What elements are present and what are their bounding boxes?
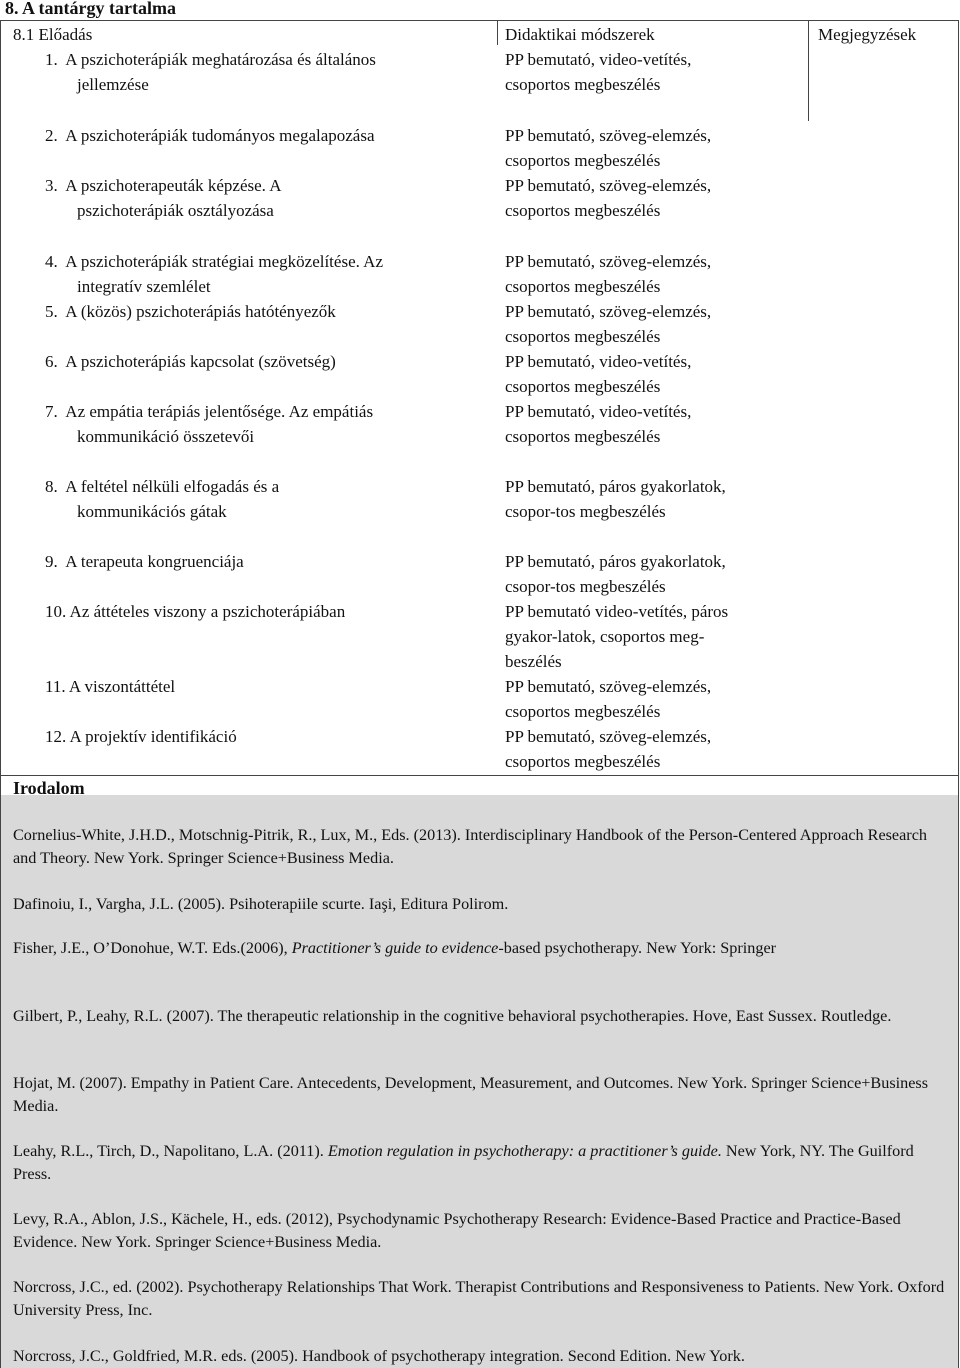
row-topic-line: 4. A pszichoterápiák stratégiai megközelítése. Az (45, 252, 383, 271)
row-topic-line: 3. A pszichoterapeuták képzése. A (45, 176, 282, 195)
row-method-line: PP bemutató, video-vetítés, (505, 352, 692, 371)
reference-text: Hojat, M. (2007). Empathy in Patient Care. Antecedents, Development, Measurement, and Outcomes. New York. Springer Science+Business Media. (13, 1074, 928, 1115)
row-topic-line: 9. A terapeuta kongruenciája (45, 552, 244, 571)
row-method-line: PP bemutató, szöveg-elemzés, (505, 302, 712, 321)
row-topic-line: 8. A feltétel nélküli elfogadás és a (45, 477, 280, 496)
row-method-line: PP bemutató video-vetítés, páros (505, 602, 729, 621)
row-topic-line: pszichoterápiák osztályozása (77, 201, 274, 220)
row-method-line: csoportos megbeszélés (505, 75, 661, 94)
reference-text: Gilbert, P., Leahy, R.L. (2007). The therapeutic relationship in the cognitive behavioral psychotherapies. Hove, East Sussex. Routledge. (13, 1007, 892, 1025)
row-topic-line: 5. A (közös) pszichoterápiás hatótényezők (45, 302, 336, 321)
row-method-line: csoportos megbeszélés (505, 201, 661, 220)
reference-italic-title: Practitioner’s guide to evidence (291, 939, 499, 957)
row-method-line: PP bemutató, páros gyakorlatok, (505, 477, 726, 496)
row-topic-line: 7. Az empátia terápiás jelentősége. Az empátiás (45, 402, 374, 421)
reference-entry (13, 1072, 948, 1118)
row-topic-line: kommunikáció összetevői (77, 427, 255, 446)
row-method-line: PP bemutató, páros gyakorlatok, (505, 552, 726, 571)
row-topic-line: integratív szemlélet (77, 277, 211, 296)
row-method-line: PP bemutató, szöveg-elemzés, (505, 677, 712, 696)
reference-entry (13, 1005, 948, 1028)
row-topic-line: 6. A pszichoterápiás kapcsolat (szövetség) (45, 352, 336, 371)
reference-text: Norcross, J.C., Goldfried, M.R. eds. (2005). Handbook of psychotherapy integration. Second Edition. New York. (13, 1347, 745, 1365)
reference-text: -based psychotherapy. New York: Springer (498, 939, 777, 957)
header-notes: Megjegyzések (818, 25, 917, 44)
row-method-line: csoportos megbeszélés (505, 377, 661, 396)
row-method-line: gyakor-latok, csoportos meg- (505, 627, 705, 646)
header-lecture: 8.1 Előadás (13, 25, 93, 44)
reference-entry (13, 824, 948, 870)
reference-entry (13, 1140, 948, 1186)
header-methods: Didaktikai módszerek (505, 25, 655, 44)
reference-entry (13, 937, 948, 960)
reference-text: New York, NY. The Guilford Press. (13, 1142, 914, 1183)
reference-text: Cornelius-White, J.H.D., Motschnig-Pitrik, R., Lux, M., Eds. (2013). Interdisciplinary Handbook of the Person-Centered Approach Research and Theory. New York. Springer Science+Business Media. (13, 826, 927, 867)
row-method-line: csopor-tos megbeszélés (505, 502, 666, 521)
row-topic-line: 12. A projektív identifikáció (45, 727, 237, 746)
section-title: 8. A tantárgy tartalma (5, 0, 176, 18)
row-topic-line: 2. A pszichoterápiák tudományos megalapozása (45, 126, 375, 145)
row-topic-line: jellemzése (77, 75, 149, 94)
row-topic-line: 11. A viszontáttétel (45, 677, 176, 696)
row-method-line: PP bemutató, szöveg-elemzés, (505, 252, 712, 271)
reference-text: Leahy, R.L., Tirch, D., Napolitano, L.A. (2011). (13, 1142, 328, 1160)
reference-text: Fisher, J.E., O’Donohue, W.T. Eds.(2006), (13, 939, 292, 957)
row-method-line: PP bemutató, video-vetítés, (505, 50, 692, 69)
row-method-line: beszélés (505, 652, 562, 671)
row-topic-line: 1. A pszichoterápiák meghatározása és általános (45, 50, 376, 69)
row-method-line: csoportos megbeszélés (505, 327, 661, 346)
row-method-line: csoportos megbeszélés (505, 151, 661, 170)
row-topic-line: kommunikációs gátak (77, 502, 227, 521)
reference-text: Norcross, J.C., ed. (2002). Psychotherapy Relationships That Work. Therapist Contributions and Responsiveness to Patients. New York. Oxford University Press, Inc. (13, 1278, 945, 1319)
reference-entry (13, 893, 948, 916)
reference-entry (13, 1276, 948, 1322)
row-method-line: csoportos megbeszélés (505, 702, 661, 721)
row-method-line: csoportos megbeszélés (505, 277, 661, 296)
row-method-line: PP bemutató, szöveg-elemzés, (505, 727, 712, 746)
reference-entry (13, 1345, 948, 1368)
reference-text: Dafinoiu, I., Vargha, J.L. (2005). Psihoterapiile scurte. Iaşi, Editura Polirom. (13, 895, 509, 913)
row-topic-line: 10. Az áttételes viszony a pszichoterápiában (45, 602, 346, 621)
reference-italic-title: Emotion regulation in psychotherapy: a practitioner’s guide. (327, 1142, 722, 1160)
row-method-line: csoportos megbeszélés (505, 427, 661, 446)
literature-heading: Irodalom (13, 778, 85, 798)
row-method-line: PP bemutató, video-vetítés, (505, 402, 692, 421)
row-method-line: PP bemutató, szöveg-elemzés, (505, 176, 712, 195)
reference-text: Levy, R.A., Ablon, J.S., Kächele, H., eds. (2012), Psychodynamic Psychotherapy Research: Evidence-Based Practice and Practice-Based Evidence. New York. Springer Science+Business Media. (13, 1210, 901, 1251)
row-method-line: csoportos megbeszélés (505, 752, 661, 771)
reference-entry (13, 1208, 948, 1254)
row-method-line: csopor-tos megbeszélés (505, 577, 666, 596)
row-method-line: PP bemutató, szöveg-elemzés, (505, 126, 712, 145)
